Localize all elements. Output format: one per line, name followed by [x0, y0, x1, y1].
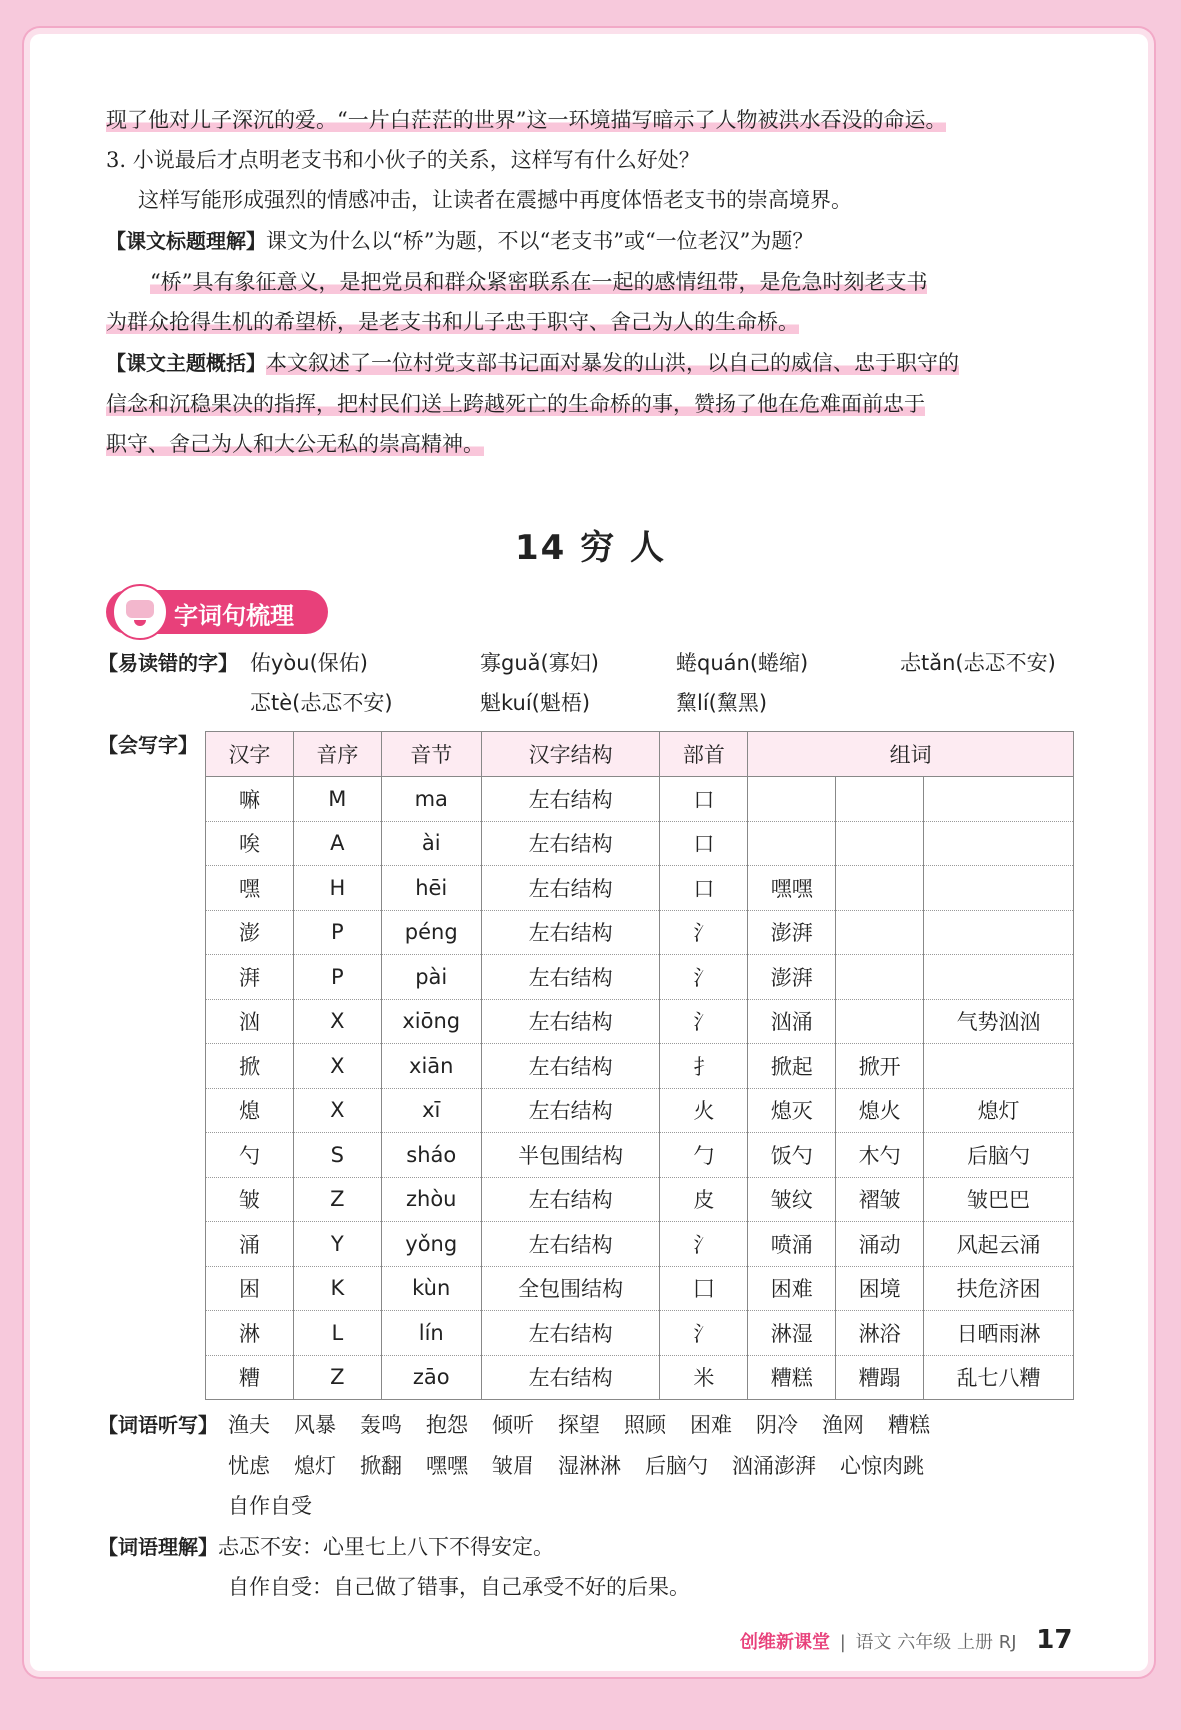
table-cell: 掀开	[836, 1044, 924, 1089]
table-cell: M	[293, 777, 381, 822]
table-cell: 左右结构	[481, 999, 660, 1044]
dictation-word: 心惊肉跳	[840, 1454, 924, 1478]
table-cell: péng	[381, 910, 481, 955]
table-row	[206, 866, 1074, 911]
misread-item: 忑tè(忐忑不安)	[250, 691, 393, 715]
table-cell: 糟糕	[748, 1355, 836, 1400]
table-cell	[836, 821, 924, 866]
dictation-word: 轰鸣	[360, 1413, 402, 1437]
paragraph-line: 现了他对儿子深沉的爱。“一片白茫茫的世界”这一环境描写暗示了人物被洪水吞没的命运。	[106, 108, 947, 132]
misread-item: 魁kuí(魁梧)	[480, 691, 591, 715]
table-cell	[748, 777, 836, 822]
table-cell	[924, 955, 1074, 1000]
table-cell: 木勺	[836, 1133, 924, 1178]
table-cell: 气势汹汹	[924, 999, 1074, 1044]
table-cell: 汹涌	[748, 999, 836, 1044]
table-cell	[924, 821, 1074, 866]
table-cell: 囗	[660, 1266, 748, 1311]
characters-table	[205, 731, 1074, 1400]
dictation-word: 风暴	[294, 1413, 336, 1437]
table-row	[206, 1044, 1074, 1089]
table-cell: 澎湃	[748, 955, 836, 1000]
table-cell: 氵	[660, 1222, 748, 1267]
table-cell: 左右结构	[481, 1044, 660, 1089]
table-cell: 扶危济困	[924, 1266, 1074, 1311]
table-cell: 火	[660, 1088, 748, 1133]
col-header: 音节	[381, 732, 481, 777]
table-cell	[748, 821, 836, 866]
table-cell: 氵	[660, 1311, 748, 1356]
table-cell: 嘿	[206, 866, 294, 911]
table-cell: 氵	[660, 955, 748, 1000]
table-cell: X	[293, 1088, 381, 1133]
dictation-word: 照顾	[624, 1413, 666, 1437]
table-cell: X	[293, 1044, 381, 1089]
table-cell	[924, 866, 1074, 911]
misread-item: 蜷quán(蜷缩)	[676, 651, 809, 675]
misread-label: 【易读错的字】	[98, 651, 238, 675]
table-cell: 汹	[206, 999, 294, 1044]
table-cell: zāo	[381, 1355, 481, 1400]
table-cell: 风起云涌	[924, 1222, 1074, 1267]
table-cell: H	[293, 866, 381, 911]
dictation-line2	[228, 1446, 948, 1486]
table-cell: 糟蹋	[836, 1355, 924, 1400]
theme-summary-line2: 信念和沉稳果决的指挥，把村民们送上跨越死亡的生命桥的事，赞扬了他在危难面前忠于	[106, 392, 925, 416]
table-cell: 饭勺	[748, 1133, 836, 1178]
table-cell: 左右结构	[481, 777, 660, 822]
table-cell: 左右结构	[481, 866, 660, 911]
table-cell: 熄火	[836, 1088, 924, 1133]
table-cell: 扌	[660, 1044, 748, 1089]
table-cell: 口	[660, 777, 748, 822]
table-cell	[836, 866, 924, 911]
table-cell: 唉	[206, 821, 294, 866]
answer-3: 这样写能形成强烈的情感冲击，让读者在震撼中再度体悟老支书的崇高境界。	[138, 188, 852, 212]
table-cell: yǒng	[381, 1222, 481, 1267]
table-cell: xiān	[381, 1044, 481, 1089]
table-row	[206, 1177, 1074, 1222]
table-cell: 左右结构	[481, 1177, 660, 1222]
table-header	[206, 732, 1074, 777]
dictation-word: 熄灯	[294, 1454, 336, 1478]
section-badge-label: 字词句梳理	[174, 602, 294, 630]
table-cell: 左右结构	[481, 910, 660, 955]
table-cell	[836, 955, 924, 1000]
table-cell: 皮	[660, 1177, 748, 1222]
dictation-label: 【词语听写】	[98, 1413, 218, 1437]
table-cell: 褶皱	[836, 1177, 924, 1222]
table-cell: K	[293, 1266, 381, 1311]
table-cell: 澎	[206, 910, 294, 955]
table-cell: 嘿嘿	[748, 866, 836, 911]
table-cell: 勺	[206, 1133, 294, 1178]
table-row	[206, 955, 1074, 1000]
table-cell: 熄	[206, 1088, 294, 1133]
table-cell: 日晒雨淋	[924, 1311, 1074, 1356]
table-cell: 勹	[660, 1133, 748, 1178]
table-cell: 掀	[206, 1044, 294, 1089]
dictation-word: 探望	[558, 1413, 600, 1437]
table-cell: 湃	[206, 955, 294, 1000]
title-understanding: 【课文标题理解】课文为什么以“桥”为题，不以“老支书”或“一位老汉”为题？	[106, 229, 814, 253]
table-cell: 澎湃	[748, 910, 836, 955]
section-badge	[106, 590, 328, 634]
misread-item: 佑yòu(保佑)	[250, 651, 368, 675]
dictation-word: 倾听	[492, 1413, 534, 1437]
dictation-word: 忧虑	[228, 1454, 270, 1478]
col-header: 组词	[748, 732, 1074, 777]
table-cell: Y	[293, 1222, 381, 1267]
footer: 创维新课堂 | 语文 六年级 上册 RJ 17	[740, 1625, 1073, 1655]
table-cell: Z	[293, 1355, 381, 1400]
table-cell: 后脑勺	[924, 1133, 1074, 1178]
question-3: 3. 小说最后才点明老支书和小伙子的关系，这样写有什么好处？	[106, 148, 700, 172]
table-cell: 左右结构	[481, 1355, 660, 1400]
table-cell: 氵	[660, 910, 748, 955]
table-row	[206, 1222, 1074, 1267]
table-cell: 氵	[660, 999, 748, 1044]
col-header: 汉字结构	[481, 732, 660, 777]
table-cell: ma	[381, 777, 481, 822]
table-cell	[924, 1044, 1074, 1089]
dictation-word: 皱眉	[492, 1454, 534, 1478]
dictation-word: 湿淋淋	[558, 1454, 621, 1478]
title-answer-line2: 为群众抢得生机的希望桥，是老支书和儿子忠于职守、舍己为人的生命桥。	[106, 310, 799, 334]
dictation-word: 阴冷	[756, 1413, 798, 1437]
table-cell: 左右结构	[481, 1088, 660, 1133]
dictation-word: 掀翻	[360, 1454, 402, 1478]
footer-brand: 创维新课堂	[740, 1632, 830, 1653]
mascot-icon	[112, 584, 168, 640]
table-cell	[924, 910, 1074, 955]
table-cell: S	[293, 1133, 381, 1178]
table-cell: 涌	[206, 1222, 294, 1267]
table-cell: P	[293, 955, 381, 1000]
table-cell: zhòu	[381, 1177, 481, 1222]
table-cell: 嘛	[206, 777, 294, 822]
table-cell: ài	[381, 821, 481, 866]
table-cell: 米	[660, 1355, 748, 1400]
table-cell	[836, 910, 924, 955]
footer-info: 语文 六年级 上册 RJ	[855, 1632, 1017, 1653]
dictation-word: 汹涌澎湃	[732, 1454, 816, 1478]
table-cell: 困境	[836, 1266, 924, 1311]
table-cell: Z	[293, 1177, 381, 1222]
write-label: 【会写字】	[98, 733, 198, 757]
table-cell: 掀起	[748, 1044, 836, 1089]
table-cell: 喷涌	[748, 1222, 836, 1267]
dictation-word: 后脑勺	[645, 1454, 708, 1478]
misread-item: 忐tǎn(忐忑不安)	[900, 651, 1056, 675]
lesson-title: 14 穷 人	[515, 528, 666, 568]
dictation-word: 困难	[690, 1413, 732, 1437]
table-row	[206, 910, 1074, 955]
page-number: 17	[1036, 1625, 1073, 1655]
table-cell: 左右结构	[481, 1222, 660, 1267]
table-cell: P	[293, 910, 381, 955]
dictation-line1	[228, 1405, 954, 1445]
table-cell: xiōng	[381, 999, 481, 1044]
meaning-line1: 【词语理解】忐忑不安：心里七上八下不得安定。	[98, 1535, 554, 1559]
table-cell: 左右结构	[481, 955, 660, 1000]
dictation-word: 渔网	[822, 1413, 864, 1437]
table-cell: 淋浴	[836, 1311, 924, 1356]
table-cell: hēi	[381, 866, 481, 911]
table-cell: pài	[381, 955, 481, 1000]
table-cell: 皱	[206, 1177, 294, 1222]
misread-item: 寡guǎ(寡妇)	[480, 651, 599, 675]
table-row	[206, 777, 1074, 822]
table-cell: kùn	[381, 1266, 481, 1311]
meaning-line2: 自作自受：自己做了错事，自己承受不好的后果。	[228, 1575, 690, 1599]
dictation-word: 渔夫	[228, 1413, 270, 1437]
misread-item: 黧lí(黧黑)	[676, 691, 768, 715]
table-row	[206, 1311, 1074, 1356]
col-header: 音序	[293, 732, 381, 777]
table-cell: 困难	[748, 1266, 836, 1311]
table-row	[206, 1133, 1074, 1178]
dictation-word: 嘿嘿	[426, 1454, 468, 1478]
table-row	[206, 1088, 1074, 1133]
table-cell: xī	[381, 1088, 481, 1133]
table-cell	[924, 777, 1074, 822]
table-cell: L	[293, 1311, 381, 1356]
dictation-line3	[228, 1486, 336, 1526]
table-row	[206, 1266, 1074, 1311]
table-cell: 涌动	[836, 1222, 924, 1267]
col-header: 汉字	[206, 732, 294, 777]
table-cell	[836, 999, 924, 1044]
table-row	[206, 1355, 1074, 1400]
table-cell: 乱七八糟	[924, 1355, 1074, 1400]
table-cell: 半包围结构	[481, 1133, 660, 1178]
col-header: 部首	[660, 732, 748, 777]
table-cell: A	[293, 821, 381, 866]
table-cell: 皱纹	[748, 1177, 836, 1222]
table-cell: 全包围结构	[481, 1266, 660, 1311]
table-cell: sháo	[381, 1133, 481, 1178]
table-cell: 熄灭	[748, 1088, 836, 1133]
table-row	[206, 821, 1074, 866]
table-cell: 淋	[206, 1311, 294, 1356]
theme-summary-line3: 职守、舍己为人和大公无私的崇高精神。	[106, 432, 484, 456]
table-cell: 口	[660, 821, 748, 866]
table-cell: 困	[206, 1266, 294, 1311]
table-cell: 口	[660, 866, 748, 911]
dictation-word: 抱怨	[426, 1413, 468, 1437]
theme-summary-line1: 【课文主题概括】本文叙述了一位村党支部书记面对暴发的山洪，以自己的威信、忠于职守的	[106, 351, 959, 375]
table-cell: 左右结构	[481, 1311, 660, 1356]
title-answer-line1: “桥”具有象征意义，是把党员和群众紧密联系在一起的感情纽带，是危急时刻老支书	[150, 270, 928, 294]
dictation-word: 自作自受	[228, 1494, 312, 1518]
dictation-word: 糟糕	[888, 1413, 930, 1437]
table-cell: 皱巴巴	[924, 1177, 1074, 1222]
table-cell: 左右结构	[481, 821, 660, 866]
table-cell	[836, 777, 924, 822]
table-cell: lín	[381, 1311, 481, 1356]
table-cell: 熄灯	[924, 1088, 1074, 1133]
table-row	[206, 999, 1074, 1044]
table-cell: 淋湿	[748, 1311, 836, 1356]
table-cell: X	[293, 999, 381, 1044]
table-cell: 糟	[206, 1355, 294, 1400]
